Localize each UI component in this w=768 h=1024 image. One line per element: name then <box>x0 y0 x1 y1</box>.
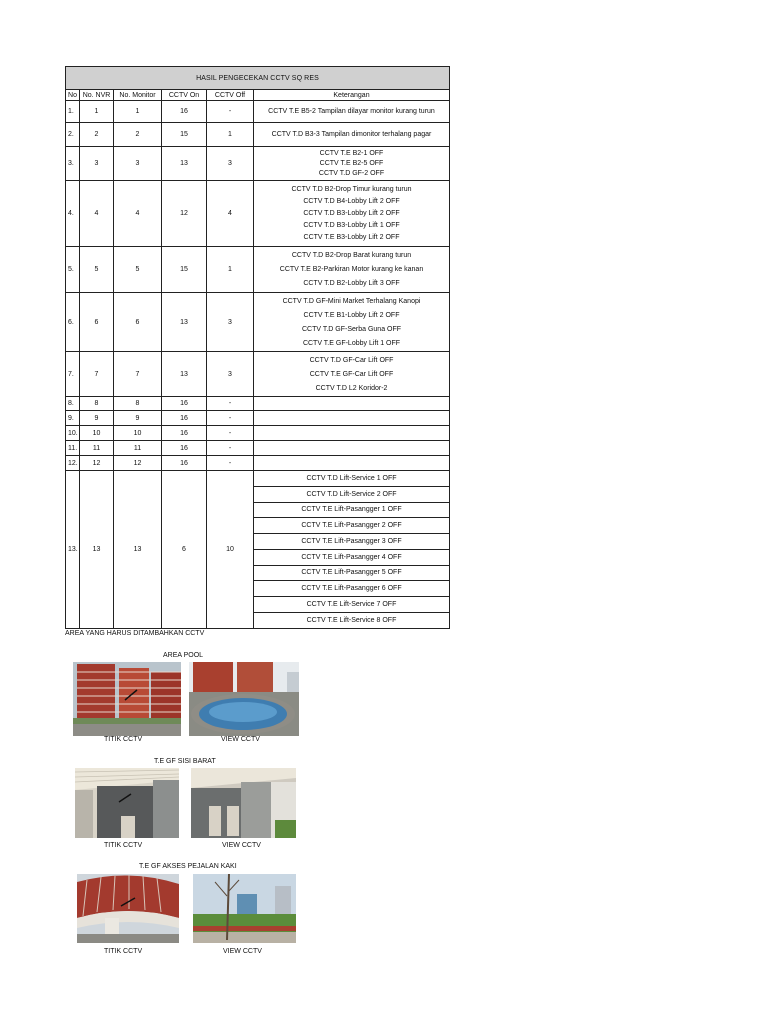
row-no-cell: 6. <box>66 293 80 352</box>
cctv-on-cell: 16 <box>162 101 207 123</box>
row-no-cell: 12. <box>66 456 80 471</box>
cctv-off-cell: 1 <box>207 247 254 293</box>
cctv-off-cell: 3 <box>207 147 254 181</box>
keterangan-cell <box>254 123 450 147</box>
nvr-cell: 7 <box>80 352 114 397</box>
cctv-on-cell: 13 <box>162 352 207 397</box>
nvr-cell: 3 <box>80 147 114 181</box>
keterangan-line: CCTV T.E Lift-Pasangger 2 OFF <box>254 518 449 534</box>
keterangan-line: CCTV T.E GF-Lobby Lift 1 OFF <box>302 339 401 347</box>
keterangan-line: CCTV T.E B1-Lobby Lift 2 OFF <box>303 311 400 319</box>
keterangan-cell <box>254 411 450 426</box>
table-row <box>66 101 450 123</box>
monitor-cell: 9 <box>114 411 162 426</box>
table-row <box>66 352 450 397</box>
akses-view-caption: VIEW CCTV <box>223 948 262 955</box>
keterangan-cell <box>254 471 450 629</box>
cctv-off-cell: 10 <box>207 471 254 629</box>
row-no-cell: 7. <box>66 352 80 397</box>
row-no-cell: 13. <box>66 471 80 629</box>
keterangan-line: CCTV T.E Lift-Pasangger 6 OFF <box>254 581 449 597</box>
table-row <box>66 123 450 147</box>
header-cctv-off: CCTV Off <box>207 90 254 101</box>
keterangan-cell <box>254 397 450 411</box>
header-cctv-on: CCTV On <box>162 90 207 101</box>
cctv-on-cell: 13 <box>162 293 207 352</box>
keterangan-cell <box>254 101 450 123</box>
akses-titik-caption: TITIK CCTV <box>104 948 143 955</box>
keterangan-line: CCTV T.E B2-1 OFF <box>319 150 384 157</box>
nvr-cell: 12 <box>80 456 114 471</box>
table-row <box>66 293 450 352</box>
row-no-cell: 2. <box>66 123 80 147</box>
keterangan-line: CCTV T.D L2 Koridor-2 <box>315 384 388 392</box>
row-no-cell: 11. <box>66 441 80 456</box>
section-title-sisi-barat: T.E GF SISI BARAT <box>154 758 216 765</box>
table-row <box>66 441 450 456</box>
keterangan-cell <box>254 293 450 352</box>
monitor-cell: 10 <box>114 426 162 441</box>
nvr-cell: 1 <box>80 101 114 123</box>
cctv-on-cell: 16 <box>162 397 207 411</box>
cctv-on-cell: 16 <box>162 441 207 456</box>
keterangan-line: CCTV T.D B3-Lobby Lift 2 OFF <box>303 210 400 217</box>
nvr-cell: 8 <box>80 397 114 411</box>
keterangan-cell <box>254 181 450 247</box>
pool-titik-caption: TITIK CCTV <box>104 736 143 743</box>
table-title: HASIL PENGECEKAN CCTV SQ RES <box>66 67 450 90</box>
cctv-on-cell: 6 <box>162 471 207 629</box>
row-no-cell: 9. <box>66 411 80 426</box>
cctv-off-cell: 3 <box>207 352 254 397</box>
keterangan-cell <box>254 456 450 471</box>
nvr-cell: 10 <box>80 426 114 441</box>
keterangan-cell <box>254 352 450 397</box>
row-no-cell: 5. <box>66 247 80 293</box>
monitor-cell: 2 <box>114 123 162 147</box>
keterangan-line: CCTV T.E B2-5 OFF <box>319 160 384 167</box>
table-row <box>66 411 450 426</box>
cctv-on-cell: 15 <box>162 123 207 147</box>
row-no-cell: 4. <box>66 181 80 247</box>
cctv-off-cell: - <box>207 426 254 441</box>
sisi-barat-titik-caption: TITIK CCTV <box>104 842 143 849</box>
row-no-cell: 10. <box>66 426 80 441</box>
header-nvr: No. NVR <box>80 90 114 101</box>
keterangan-line: CCTV T.D GF-Serba Guna OFF <box>301 325 402 333</box>
keterangan-line: CCTV T.D GF-Car Lift OFF <box>309 356 394 364</box>
keterangan-line: CCTV T.E Lift-Service 8 OFF <box>306 616 397 624</box>
keterangan-line: CCTV T.D B4-Lobby Lift 2 OFF <box>303 198 400 205</box>
cctv-on-cell: 16 <box>162 426 207 441</box>
keterangan-line: CCTV T.D B2-Lobby Lift 3 OFF <box>303 280 400 287</box>
keterangan-line: CCTV T.D B2-Drop Barat kurang turun <box>291 252 412 259</box>
table-row <box>66 456 450 471</box>
monitor-cell: 4 <box>114 181 162 247</box>
nvr-cell: 9 <box>80 411 114 426</box>
pool-view-photo <box>189 662 299 736</box>
area-heading: AREA YANG HARUS DITAMBAHKAN CCTV <box>65 630 205 637</box>
sisi-barat-view-photo <box>191 768 296 838</box>
monitor-cell: 3 <box>114 147 162 181</box>
table-row <box>66 147 450 181</box>
keterangan-line: CCTV T.E Lift-Service 7 OFF <box>254 597 449 613</box>
monitor-cell: 6 <box>114 293 162 352</box>
row-no-cell: 3. <box>66 147 80 181</box>
table-row <box>66 471 450 629</box>
keterangan-line: CCTV T.E B2-Parkiran Motor kurang ke kanan <box>279 266 424 273</box>
keterangan-line: CCTV T.E Lift-Pasangger 4 OFF <box>254 550 449 566</box>
cctv-off-cell: - <box>207 101 254 123</box>
cctv-off-cell: 3 <box>207 293 254 352</box>
cctv-on-cell: 12 <box>162 181 207 247</box>
keterangan-line: CCTV T.E Lift-Pasangger 1 OFF <box>254 503 449 519</box>
akses-titik-photo <box>77 874 179 943</box>
monitor-cell: 7 <box>114 352 162 397</box>
keterangan-line: CCTV T.D B2-Drop Timur kurang turun <box>291 186 412 193</box>
keterangan-line: CCTV T.E B5-2 Tampilan dilayar monitor kurang turun <box>268 108 435 115</box>
table-row <box>66 426 450 441</box>
nvr-cell: 5 <box>80 247 114 293</box>
table-row <box>66 247 450 293</box>
nvr-cell: 6 <box>80 293 114 352</box>
cctv-off-cell: - <box>207 456 254 471</box>
monitor-cell: 13 <box>114 471 162 629</box>
cctv-on-cell: 15 <box>162 247 207 293</box>
keterangan-line: CCTV T.D Lift-Service 2 OFF <box>254 487 449 503</box>
header-keterangan: Keterangan <box>254 90 450 101</box>
table-row <box>66 181 450 247</box>
keterangan-cell <box>254 247 450 293</box>
nvr-cell: 4 <box>80 181 114 247</box>
sisi-barat-view-caption: VIEW CCTV <box>222 842 261 849</box>
monitor-cell: 11 <box>114 441 162 456</box>
akses-view-photo <box>193 874 296 943</box>
section-title-pool: AREA POOL <box>163 652 204 659</box>
header-monitor: No. Monitor <box>114 90 162 101</box>
cctv-off-cell: - <box>207 441 254 456</box>
keterangan-cell <box>254 441 450 456</box>
nvr-cell: 13 <box>80 471 114 629</box>
keterangan-line: CCTV T.D Lift-Service 1 OFF <box>254 471 449 487</box>
keterangan-line: CCTV T.D GF-2 OFF <box>318 170 385 177</box>
keterangan-line: CCTV T.D B3-3 Tampilan dimonitor terhalang pagar <box>271 131 432 138</box>
monitor-cell: 1 <box>114 101 162 123</box>
keterangan-line: CCTV T.D B3-Lobby Lift 1 OFF <box>303 222 400 229</box>
sisi-barat-titik-photo <box>75 768 179 838</box>
nvr-cell: 2 <box>80 123 114 147</box>
header-no: No <box>66 90 80 101</box>
cctv-on-cell: 13 <box>162 147 207 181</box>
cctv-report-table <box>65 66 450 629</box>
section-title-akses-pejalan-kaki: T.E GF AKSES PEJALAN KAKI <box>139 863 237 870</box>
pool-titik-photo <box>73 662 181 736</box>
cctv-on-cell: 16 <box>162 456 207 471</box>
monitor-cell: 12 <box>114 456 162 471</box>
row-no-cell: 1. <box>66 101 80 123</box>
keterangan-cell <box>254 426 450 441</box>
cctv-off-cell: - <box>207 397 254 411</box>
nvr-cell: 11 <box>80 441 114 456</box>
pool-view-caption: VIEW CCTV <box>221 736 260 743</box>
monitor-cell: 5 <box>114 247 162 293</box>
monitor-cell: 8 <box>114 397 162 411</box>
keterangan-line: CCTV T.E B3-Lobby Lift 2 OFF <box>303 234 400 241</box>
keterangan-cell <box>254 147 450 181</box>
table-row <box>66 397 450 411</box>
keterangan-line: CCTV T.E Lift-Pasangger 3 OFF <box>254 534 449 550</box>
keterangan-line: CCTV T.E GF-Car Lift OFF <box>309 370 394 378</box>
cctv-off-cell: 4 <box>207 181 254 247</box>
keterangan-line: CCTV T.E Lift-Pasangger 5 OFF <box>254 566 449 582</box>
row-no-cell: 8. <box>66 397 80 411</box>
cctv-on-cell: 16 <box>162 411 207 426</box>
cctv-off-cell: 1 <box>207 123 254 147</box>
keterangan-line: CCTV T.D GF-Mini Market Terhalang Kanopi <box>282 297 421 305</box>
cctv-off-cell: - <box>207 411 254 426</box>
